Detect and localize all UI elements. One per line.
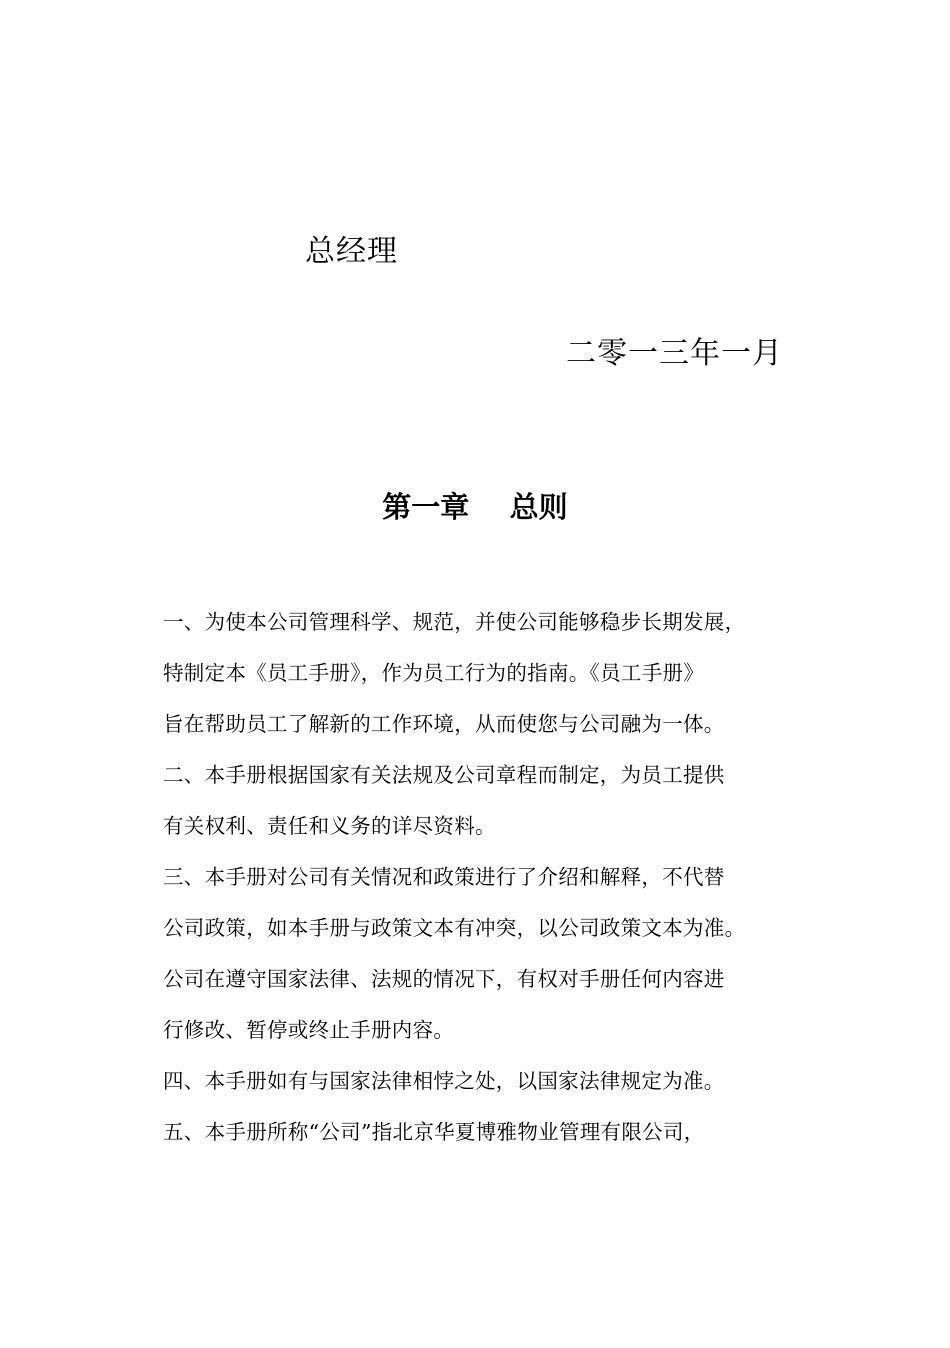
body-line: 三、本手册对公司有关情况和政策进行了介绍和解释，不代替 xyxy=(163,865,725,889)
signature-date: 二零一三年一月 xyxy=(566,336,783,371)
chapter-body xyxy=(163,600,823,1161)
body-line: 一、为使本公司管理科学、规范，并使公司能够稳步长期发展， xyxy=(163,610,746,634)
body-line: 公司政策，如本手册与政策文本有冲突，以公司政策文本为准。 xyxy=(163,916,746,940)
chapter-title: 第一章 总则 xyxy=(382,490,568,524)
body-line: 五、本手册所称“公司”指北京华夏博雅物业管理有限公司， xyxy=(163,1120,705,1144)
body-line: 四、本手册如有与国家法律相悖之处，以国家法律规定为准。 xyxy=(163,1069,725,1093)
body-line: 二、本手册根据国家有关法规及公司章程而制定，为员工提供 xyxy=(163,763,725,787)
body-line: 旨在帮助员工了解新的工作环境，从而使您与公司融为一体。 xyxy=(163,712,725,736)
body-line: 行修改、暂停或终止手册内容。 xyxy=(163,1018,455,1042)
body-line: 特制定本《员工手册》，作为员工行为的指南。《员工手册》 xyxy=(163,661,705,685)
body-line: 公司在遵守国家法律、法规的情况下，有权对手册任何内容进 xyxy=(163,967,725,991)
signer-title: 总经理 xyxy=(305,234,398,269)
body-line: 有关权利、责任和义务的详尽资料。 xyxy=(163,814,496,838)
